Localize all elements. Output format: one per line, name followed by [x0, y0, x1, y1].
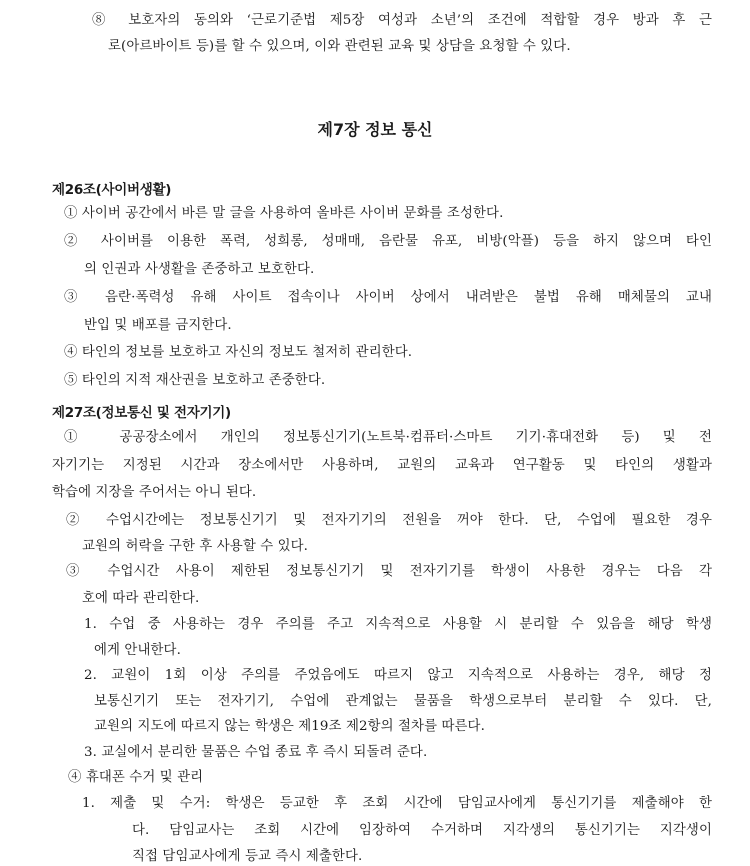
- article-27-item-3-sub-2-line-2: 보통신기기 또는 전자기기, 수업에 관계없는 물품을 학생으로부터 분리할 수 있다. 단,: [94, 694, 712, 709]
- article-27-item-2-line-2: 교원의 허락을 구한 후 사용할 수 있다.: [82, 539, 309, 554]
- article-27-item-4-sub-1-line-1: 1. 제출 및 수거: 학생은 등교한 후 조회 시간에 담임교사에게 통신기기를 제출해야 한: [82, 796, 712, 811]
- article-27-item-3-sub-2-line-1: 2. 교원이 1회 이상 주의를 주었음에도 따르지 않고 지속적으로 사용하는 경우, 해당 정: [84, 668, 712, 683]
- article-27-item-3-sub-3: 3. 교실에서 분리한 물품은 수업 종료 후 즉시 되돌려 준다.: [84, 745, 428, 760]
- article-26-item-2-line-1: ② 사이버를 이용한 폭력, 성희롱, 성매매, 음란물 유포, 비방(악플) 등을 하지 않으며 타인: [64, 234, 712, 249]
- article-27-heading: 제27조(정보통신 및 전자기기): [52, 405, 231, 421]
- article-26-item-4: ④ 타인의 정보를 보호하고 자신의 정보도 철저히 관리한다.: [64, 345, 413, 360]
- chapter-title: 제7장 정보 통신: [317, 120, 433, 139]
- article-27-item-4-sub-1-line-2: 다. 담임교사는 조회 시간에 임장하여 수거하며 지각생의 통신기기는 지각생이: [132, 823, 712, 838]
- prev-item-8-line-1: ⑧ 보호자의 동의와 ‘근로기준법 제5장 여성과 소년’의 조건에 적합할 경우 방과 후 근: [92, 13, 712, 28]
- article-26-item-1: ① 사이버 공간에서 바른 말 글을 사용하여 올바른 사이버 문화를 조성한다.: [64, 206, 504, 221]
- article-26-item-3-line-2: 반입 및 배포를 금지한다.: [84, 318, 232, 333]
- article-27-item-1-line-1: ① 공공장소에서 개인의 정보통신기기(노트북·컴퓨터·스마트 기기·휴대전화 등) 및 전: [64, 430, 712, 445]
- article-26-heading: 제26조(사이버생활): [52, 182, 172, 198]
- article-26-item-2-line-2: 의 인권과 사생활을 존중하고 보호한다.: [84, 262, 315, 277]
- article-27-item-4-sub-1-line-3: 직접 담임교사에게 등교 즉시 제출한다.: [132, 849, 363, 864]
- article-27-item-1-line-2: 자기기는 지정된 시간과 장소에서만 사용하며, 교원의 교육과 연구활동 및 타인의 생활과: [52, 458, 712, 473]
- article-27-item-3-sub-1-line-2: 에게 안내한다.: [94, 643, 181, 658]
- article-27-item-3-line-1: ③ 수업시간 사용이 제한된 정보통신기기 및 전자기기를 학생이 사용한 경우는 다음 각: [66, 564, 712, 579]
- article-27-item-3-line-2: 호에 따라 관리한다.: [82, 591, 200, 606]
- article-26-item-5: ⑤ 타인의 지적 재산권을 보호하고 존중한다.: [64, 373, 326, 388]
- article-27-item-3-sub-2-line-3: 교원의 지도에 따르지 않는 학생은 제19조 제2항의 절차를 따른다.: [94, 719, 485, 734]
- article-27-item-4-heading: ④ 휴대폰 수거 및 관리: [68, 770, 204, 785]
- article-27-item-1-line-3: 학습에 지장을 주어서는 아니 된다.: [52, 485, 257, 500]
- article-27-item-2-line-1: ② 수업시간에는 정보통신기기 및 전자기기의 전원을 꺼야 한다. 단, 수업에 필요한 경우: [66, 513, 712, 528]
- article-26-item-3-line-1: ③ 음란·폭력성 유해 사이트 접속이나 사이버 상에서 내려받은 불법 유해 매체물의 교내: [64, 290, 712, 305]
- article-27-item-3-sub-1-line-1: 1. 수업 중 사용하는 경우 주의를 주고 지속적으로 사용할 시 분리할 수 있음을 해당 학생: [84, 617, 712, 632]
- prev-item-8-line-2: 로(아르바이트 등)를 할 수 있으며, 이와 관련된 교육 및 상담을 요청할 수 있다.: [108, 39, 571, 54]
